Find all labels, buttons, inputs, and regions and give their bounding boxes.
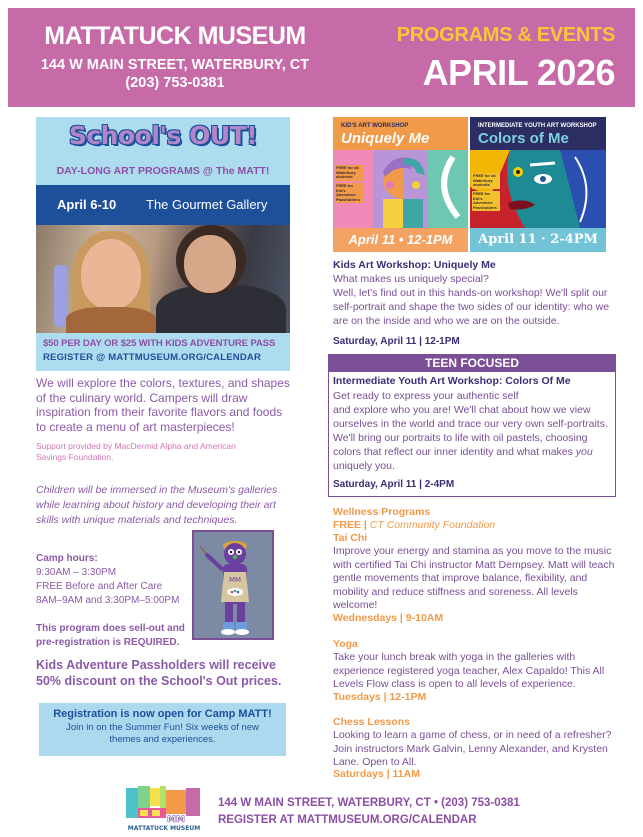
teen-body-emphasis: you [575,446,593,458]
logo-mark: MM [167,815,185,825]
teen-workshop-body [333,389,618,473]
program-body: Take your lunch break with yoga in the galleries with experience registered yoga teacher, Alex Capaldo! This All Levels Flow class is open to all levels of experience. [333,651,605,690]
program-name: Tai Chi [333,532,368,544]
sellout-notice: This program does sell-out and pre-registration is REQUIRED. [36,623,185,648]
poster-subtitle: DAY-LONG ART PROGRAMS @ The MATT! [56,165,270,177]
photo-girl-shirt [66,307,156,333]
care-hours: 8AM–9AM and 3:30PM–5:00PM [36,595,180,606]
workshop-badge: FREE for Kid's Adventure Passholders [472,191,500,211]
museum-logo [124,782,204,832]
photo-teen-face [184,235,236,293]
program-name: Chess Lessons [333,716,411,728]
photo-girl-face [81,239,141,309]
teen-body-line1: Get ready to express your authentic self [333,390,519,402]
workshop-kicker: INTERMEDIATE YOUTH ART WORKSHOP [478,123,597,129]
workshop-image-uniquely-me [333,117,468,252]
schools-out-immersion: Children will be immersed in the Museum's galleries while learning about history and developing their art skills with unique materials and techniques. [36,484,278,526]
camp-matt-body: Join in on the Summer Fun! Six weeks of new themes and experiences. [66,722,259,745]
poster-price: $50 PER DAY OR $25 WITH KIDS ADVENTURE PASS [43,338,276,349]
workshop-badge: FREE for Kid's Adventure Passholders [335,183,363,203]
teen-body-end: uniquely you. [333,460,395,472]
wellness-heading: Wellness Programs [333,506,431,518]
section-title: PROGRAMS & EVENTS [396,24,615,46]
camp-matt-headline: Registration is now open for Camp MATT! [53,708,272,720]
kids-workshop-body: What makes us uniquely special? Well, let's find out in this hands-on workshop! We'll split our self-portrait and shape the two sides of our identity: who we are on the inside and who we are on the outside. [333,273,610,327]
program-name: Yoga [333,638,358,650]
mascot-figure-icon [194,532,274,640]
logo-text: MATTATUCK MUSEUM [127,825,201,832]
wellness-sponsor: CT Community Foundation [369,519,496,531]
workshop-image-name: Uniquely Me [341,130,430,147]
poster-photo [36,225,290,333]
poster-title: School's OUT! [68,121,258,150]
poster-register-link[interactable]: REGISTER @ MATTMUSEUM.ORG/CALENDAR [43,352,262,363]
kids-workshop-when: Saturday, April 11 | 12-1PM [333,336,460,347]
program-when: Saturdays | 11AM [333,768,420,780]
wellness-sponsor-line [333,519,495,532]
camp-hours-label: Camp hours: [36,553,98,564]
header-address: 144 W MAIN STREET, WATERBURY, CT [40,57,310,73]
workshop-badge: FREE for all Waterbury students [472,173,500,189]
program-when: Tuesdays | 12-1PM [333,691,427,703]
museum-name: MATTATUCK MUSEUM [44,22,306,50]
care-label: FREE Before and After Care [36,581,163,592]
poster-gallery: The Gourmet Gallery [146,197,268,212]
header-banner [8,8,635,107]
poster-date-band [36,185,290,225]
header-address-block [30,56,320,92]
footer-address: 144 W MAIN STREET, WATERBURY, CT • (203) 753-0381 [218,797,520,809]
camp-hours-value: 9:30AM – 3:30PM [36,567,117,578]
teen-body-main: and explore who you are! We'll chat about how we view ourselves in the world and trace our very own self-portraits. We'll bring our portraits to life with oil pastels, choosing colors that reflect our inner identity and what makes [333,404,608,458]
program-when: Wednesdays | 9-10AM [333,612,444,624]
schools-out-intro: We will explore the colors, textures, and shapes of the culinary world. Campers will draw inspiration from their favorite flavors and foods to create a menu of art masterpieces! [36,376,290,434]
workshop-image-colors-of-me [470,117,606,252]
camp-hours [36,552,196,608]
mascot-apron-text: MM [228,576,242,584]
passholder-discount: Kids Adventure Passholders will receive 50% discount on the School's Out prices. [36,658,282,688]
schools-out-poster [36,117,290,371]
kids-workshop-title: Kids Art Workshop: Uniquely Me [333,259,496,271]
workshop-badge: FREE for all Waterbury students [335,165,363,181]
wellness-free: FREE | [333,519,370,531]
teen-workshop-when: Saturday, April 11 | 2-4PM [333,479,455,490]
workshop-image-date: April 11 • 12-1PM [333,228,468,252]
poster-dates: April 6-10 [57,197,117,212]
teen-focused-label: TEEN FOCUSED [329,355,615,372]
program-body: Improve your energy and stamina as you move to the music with certified Tai Chi instructor Matt Dempsey. Matt will teach gentle movements that improve balance, flexibility, and mobility and reduce stiffness and soreness. All levels welcome! [333,545,615,611]
mascot-illustration [192,530,274,640]
workshop-image-date: April 11 · 2-4PM [470,228,606,252]
camp-matt-box [39,703,286,756]
footer-register-link[interactable]: REGISTER AT MATTMUSEUM.ORG/CALENDAR [218,814,477,826]
workshop-image-name: Colors of Me [478,130,569,147]
workshop-kicker: KID'S ART WORKSHOP [341,123,409,129]
month-title: APRIL 2026 [422,52,615,93]
museum-building-icon [124,782,204,832]
header-phone: (203) 753-0381 [125,75,225,91]
program-body: Looking to learn a game of chess, or in need of a refresher? Join instructors Mark Galvin, Lenny Alexander, and Krysten Lane. Open to All. [333,729,612,768]
schools-out-support: Support provided by MacDermid Alpha and American Savings Foundation. [36,441,236,462]
teen-workshop-title: Intermediate Youth Art Workshop: Colors Of Me [333,375,571,387]
